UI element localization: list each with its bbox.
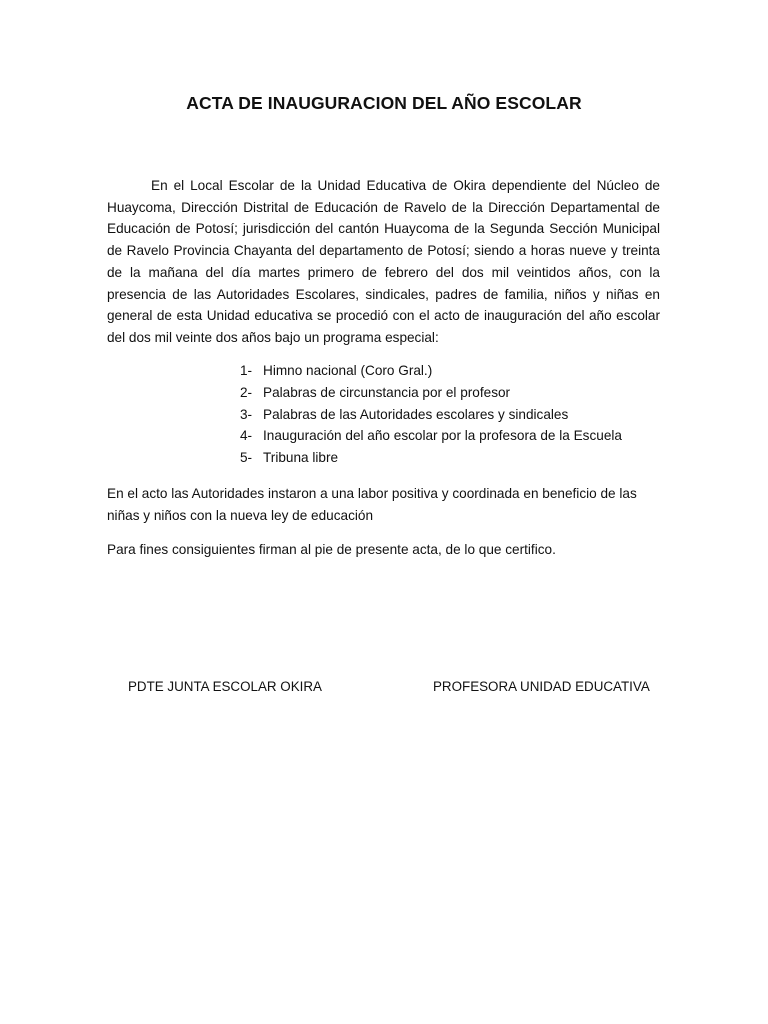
program-item [240,404,622,426]
program-item-text: Tribuna libre [263,450,339,466]
program-item [240,382,622,404]
program-item-number: 4- [240,428,253,444]
document-title: ACTA DE INAUGURACION DEL AÑO ESCOLAR [186,93,582,113]
program-item-text: Palabras de las Autoridades escolares y sindicales [263,406,569,422]
program-item [240,425,622,447]
program-item-text: Palabras de circunstancia por el profesor [263,384,511,400]
program-list [240,360,622,469]
signature-label-right: PROFESORA UNIDAD EDUCATIVA [433,679,650,694]
program-item [240,447,622,469]
program-item [240,360,622,382]
certification-paragraph: Para fines consiguientes firman al pie de presente acta, de lo que certifico. [107,542,556,557]
program-item-number: 5- [240,450,253,466]
program-item-number: 2- [240,384,253,400]
program-item-number: 1- [240,363,253,378]
program-item-text: Inauguración del año escolar por la profesora de la Escuela [263,428,622,444]
signature-label-left: PDTE JUNTA ESCOLAR OKIRA [128,679,322,694]
closing-paragraph: En el acto las Autoridades instaron a una labor positiva y coordinada en beneficio de las niñas y niños con la nueva ley de educación [107,486,637,523]
program-item-number: 3- [240,406,253,422]
intro-paragraph: En el Local Escolar de la Unidad Educativa de Okira dependiente del Núcleo de Huaycoma, Dirección Distrital de Educación de Ravelo de la Dirección Departamental de Educación de Potosí; jurisdicción del cantón Huaycoma de la Segunda Sección Municipal de Ravelo Provincia Chayanta del departamento de Potosí; siendo a horas nueve y treinta de la mañana del día martes primero de febrero del dos mil veintidos años, con la presencia de las Autoridades Escolares, sindicales, padres de familia, niños y niñas en general de esta Unidad educativa se procedió con el acto de inauguración del año escolar del dos mil veinte dos años bajo un programa especial: [107,178,660,345]
program-item-text: Himno nacional (Coro Gral.) [263,363,433,378]
